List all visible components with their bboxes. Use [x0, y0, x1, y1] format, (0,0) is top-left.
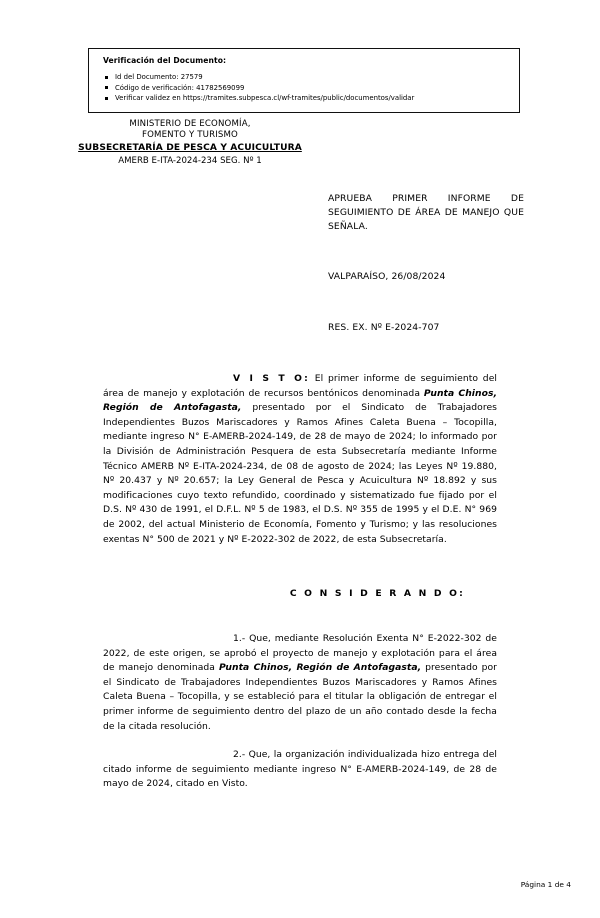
page-footer: [0, 880, 600, 889]
letterhead: [0, 119, 380, 167]
verification-title: Verificación del Documento:: [103, 56, 227, 65]
resolution-number: RES. EX. Nº E-2024-707: [328, 322, 440, 333]
considerando-item-1-block: [103, 632, 497, 734]
visto-label: V I S T O:: [233, 373, 310, 384]
verification-item-document-id: [103, 72, 509, 83]
bullet-icon: [105, 86, 108, 89]
file-reference: AMERB E-ITA-2024-234 SEG. Nº 1: [118, 155, 262, 166]
subject-block: APRUEBA PRIMER INFORME DE SEGUIMIENTO DE ÁREA DE MANEJO QUE SEÑALA.: [328, 193, 524, 233]
visto-paragraph: [103, 372, 497, 547]
bullet-icon: [105, 76, 108, 79]
considerando-item-2-block: [103, 748, 497, 792]
verification-item-label: Verificar validez en https://tramites.subpesca.cl/wf-tramites/public/documentos/validar: [115, 94, 415, 102]
verification-item-label: Id del Documento: 27579: [115, 73, 203, 81]
ministry-line-1: MINISTERIO DE ECONOMÍA,: [129, 119, 251, 129]
visto-text-2: presentado por el Sindicato de Trabajadores Independientes Buzos Mariscadores y Ramos Afines Caleta Buena – Tocopilla, mediante ingreso N° E-AMERB-2024-149, de 28 de mayo de 2024; lo informado por la División de Administración Pesquera de esta Subsecretaría mediante Informe Técnico AMERB Nº E-ITA-2024-234, de 08 de agosto de 2024; las Leyes Nº 19.880, Nº 20.437 y Nº 20.657; la Ley General de Pesca y Acuicultura Nº 18.892 y sus modificaciones cuyo texto refundido, coordinado y sistematizado fue fijado por el D.S. Nº 430 de 1991, el D.F.L. Nº 5 de 1983, el D.S. Nº 355 de 1995 y el D.E. N° 969 de 2002, del actual Ministerio de Economía, Fomento y Turismo; y las resoluciones exentas N° 500 de 2021 y Nº E-2022-302 de 2022, de esta Subsecretaría.: [103, 402, 497, 545]
ministry-line-2: FOMENTO Y TURISMO: [142, 130, 238, 141]
bullet-icon: [105, 97, 108, 100]
considerando-2-text-1: 2.- Que, la organización individualizada hizo entrega del citado informe de seguimiento mediante ingreso N° E-AMERB-2024-149, de 28 de mayo de 2024, citado en Visto.: [103, 749, 497, 790]
verification-item-url: [103, 93, 509, 104]
considerando-item-1: [103, 632, 497, 734]
considerando-heading: C O N S I D E R A N D O:: [289, 588, 465, 599]
verification-box: [88, 48, 520, 113]
considerando-1-area-name: Punta Chinos, Región de Antofagasta,: [218, 662, 422, 674]
considerando-1-text-2: presentado por el Sindicato de Trabajadores Independientes Buzos Mariscadores y Ramos Afines Caleta Buena – Tocopilla, y se estableció para el titular la obligación de entregar el primer informe de seguimiento dentro del plazo de un año contado desde la fecha de la citada resolución.: [103, 662, 498, 732]
verification-item-code: [103, 83, 509, 94]
visto-block: [103, 372, 497, 547]
page-number-label: Página 1 de 4: [520, 880, 571, 889]
verification-item-label: Código de verificación: 41782569099: [115, 83, 245, 92]
subsecretary-name: SUBSECRETARÍA DE PESCA Y ACUICULTURA: [78, 142, 302, 153]
verification-list: [103, 72, 509, 104]
visto-area-name: Punta Chinos, Región de Antofagasta,: [103, 387, 498, 414]
place-date: VALPARAÍSO, 26/08/2024: [328, 271, 446, 282]
considerando-item-2: [103, 748, 497, 792]
visto-text-1: El primer informe de seguimiento del área de manejo y explotación de recursos bentónicos denominada: [103, 373, 497, 399]
considerando-1-text-1: 1.- Que, mediante Resolución Exenta N° E-2022-302 de 2022, de este origen, se aprobó el proyecto de manejo y explotación para el área de manejo denominada: [103, 633, 497, 674]
